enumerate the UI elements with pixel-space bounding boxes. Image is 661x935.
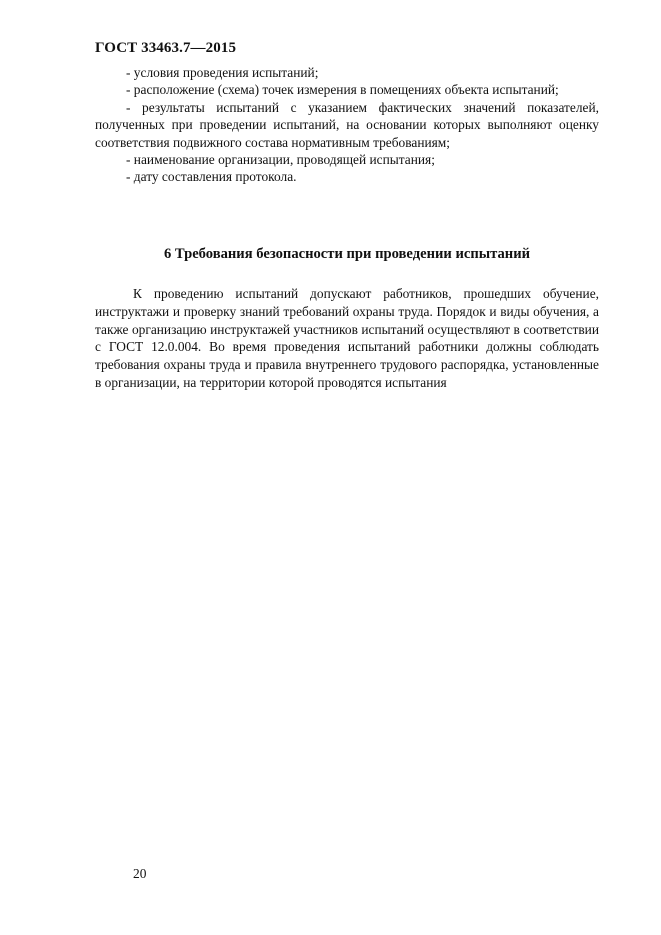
list-item: - расположение (схема) точек измерения в помещениях объекта испытаний; [126, 82, 559, 98]
list-item: - результаты испытаний с указанием фактических значений показателей, полученных при проведении испытаний, на основании которых выполняют оценку соответствия подвижного состава нормативным требованиям; [95, 99, 599, 150]
page-number: 20 [133, 866, 147, 881]
list-item: - дату составления протокола. [126, 169, 297, 185]
section-heading: 6 Требования безопасности при проведении испытаний [163, 246, 531, 262]
list-item: - наименование организации, проводящей испытания; [126, 152, 435, 168]
section-paragraph: К проведению испытаний допускают работников, прошедших обучение, инструктажи и проверку знаний требований охраны труда. Порядок и виды обучения, а также организацию инструктажей участников испытаний осуществляют в соответствии с ГОСТ 12.0.004. Во время проведения испытаний работники должны соблюдать требования охраны труда и правила внутреннего трудового распорядка, установленные в организации, на территории которой проводятся испытания [95, 286, 599, 390]
document-code-header: ГОСТ 33463.7—2015 [95, 40, 237, 56]
list-item: - условия проведения испытаний; [126, 65, 319, 80]
protocol-contents-list [95, 64, 599, 186]
